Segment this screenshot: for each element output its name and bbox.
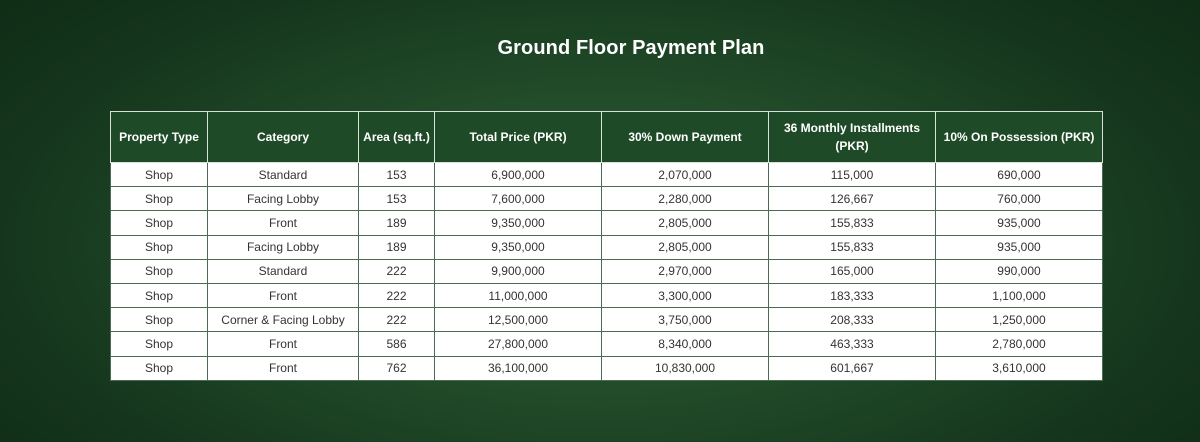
cell-monthly-installments: 183,333 [769,283,936,307]
cell-down-payment: 2,970,000 [602,259,769,283]
cell-area: 762 [359,356,435,380]
table-row [111,235,1103,259]
cell-monthly-installments: 115,000 [769,163,936,187]
cell-area: 222 [359,283,435,307]
cell-monthly-installments: 208,333 [769,308,936,332]
cell-category: Front [208,332,359,356]
cell-down-payment: 10,830,000 [602,356,769,380]
cell-total-price: 9,350,000 [435,235,602,259]
cell-total-price: 12,500,000 [435,308,602,332]
cell-monthly-installments: 165,000 [769,259,936,283]
table-row [111,283,1103,307]
cell-on-possession: 690,000 [936,163,1103,187]
header-property-type: Property Type [111,112,208,163]
cell-property-type: Shop [111,308,208,332]
cell-area: 222 [359,308,435,332]
cell-property-type: Shop [111,187,208,211]
header-down-payment: 30% Down Payment [602,112,769,163]
table-body [111,163,1103,381]
cell-category: Standard [208,259,359,283]
cell-down-payment: 2,280,000 [602,187,769,211]
cell-total-price: 9,350,000 [435,211,602,235]
table-row [111,259,1103,283]
header-total-price: Total Price (PKR) [435,112,602,163]
cell-category: Front [208,283,359,307]
cell-category: Corner & Facing Lobby [208,308,359,332]
cell-on-possession: 935,000 [936,211,1103,235]
cell-on-possession: 990,000 [936,259,1103,283]
cell-category: Standard [208,163,359,187]
cell-monthly-installments: 155,833 [769,211,936,235]
cell-down-payment: 3,750,000 [602,308,769,332]
cell-category: Facing Lobby [208,187,359,211]
cell-property-type: Shop [111,259,208,283]
header-area: Area (sq.ft.) [359,112,435,163]
cell-down-payment: 2,805,000 [602,211,769,235]
cell-total-price: 11,000,000 [435,283,602,307]
payment-plan-table [110,111,1103,381]
table-row [111,211,1103,235]
cell-on-possession: 1,250,000 [936,308,1103,332]
cell-area: 189 [359,235,435,259]
cell-on-possession: 760,000 [936,187,1103,211]
cell-area: 153 [359,163,435,187]
cell-area: 222 [359,259,435,283]
cell-category: Front [208,356,359,380]
cell-area: 189 [359,211,435,235]
cell-total-price: 6,900,000 [435,163,602,187]
cell-property-type: Shop [111,283,208,307]
cell-property-type: Shop [111,332,208,356]
cell-on-possession: 3,610,000 [936,356,1103,380]
cell-monthly-installments: 601,667 [769,356,936,380]
cell-total-price: 27,800,000 [435,332,602,356]
cell-category: Front [208,211,359,235]
cell-monthly-installments: 155,833 [769,235,936,259]
cell-down-payment: 2,070,000 [602,163,769,187]
cell-area: 153 [359,187,435,211]
table-row [111,332,1103,356]
cell-property-type: Shop [111,235,208,259]
cell-on-possession: 935,000 [936,235,1103,259]
header-monthly-installments: 36 Monthly Installments (PKR) [769,112,936,163]
table-row [111,187,1103,211]
cell-total-price: 7,600,000 [435,187,602,211]
cell-down-payment: 8,340,000 [602,332,769,356]
page-title: Ground Floor Payment Plan [497,37,765,59]
cell-property-type: Shop [111,211,208,235]
cell-on-possession: 1,100,000 [936,283,1103,307]
header-on-possession: 10% On Possession (PKR) [936,112,1103,163]
header-category: Category [208,112,359,163]
cell-monthly-installments: 126,667 [769,187,936,211]
cell-category: Facing Lobby [208,235,359,259]
cell-monthly-installments: 463,333 [769,332,936,356]
table-row [111,308,1103,332]
cell-area: 586 [359,332,435,356]
table-row [111,163,1103,187]
cell-down-payment: 2,805,000 [602,235,769,259]
table-header-row [111,112,1103,163]
cell-on-possession: 2,780,000 [936,332,1103,356]
cell-down-payment: 3,300,000 [602,283,769,307]
cell-property-type: Shop [111,163,208,187]
cell-property-type: Shop [111,356,208,380]
cell-total-price: 36,100,000 [435,356,602,380]
table-row [111,356,1103,380]
cell-total-price: 9,900,000 [435,259,602,283]
